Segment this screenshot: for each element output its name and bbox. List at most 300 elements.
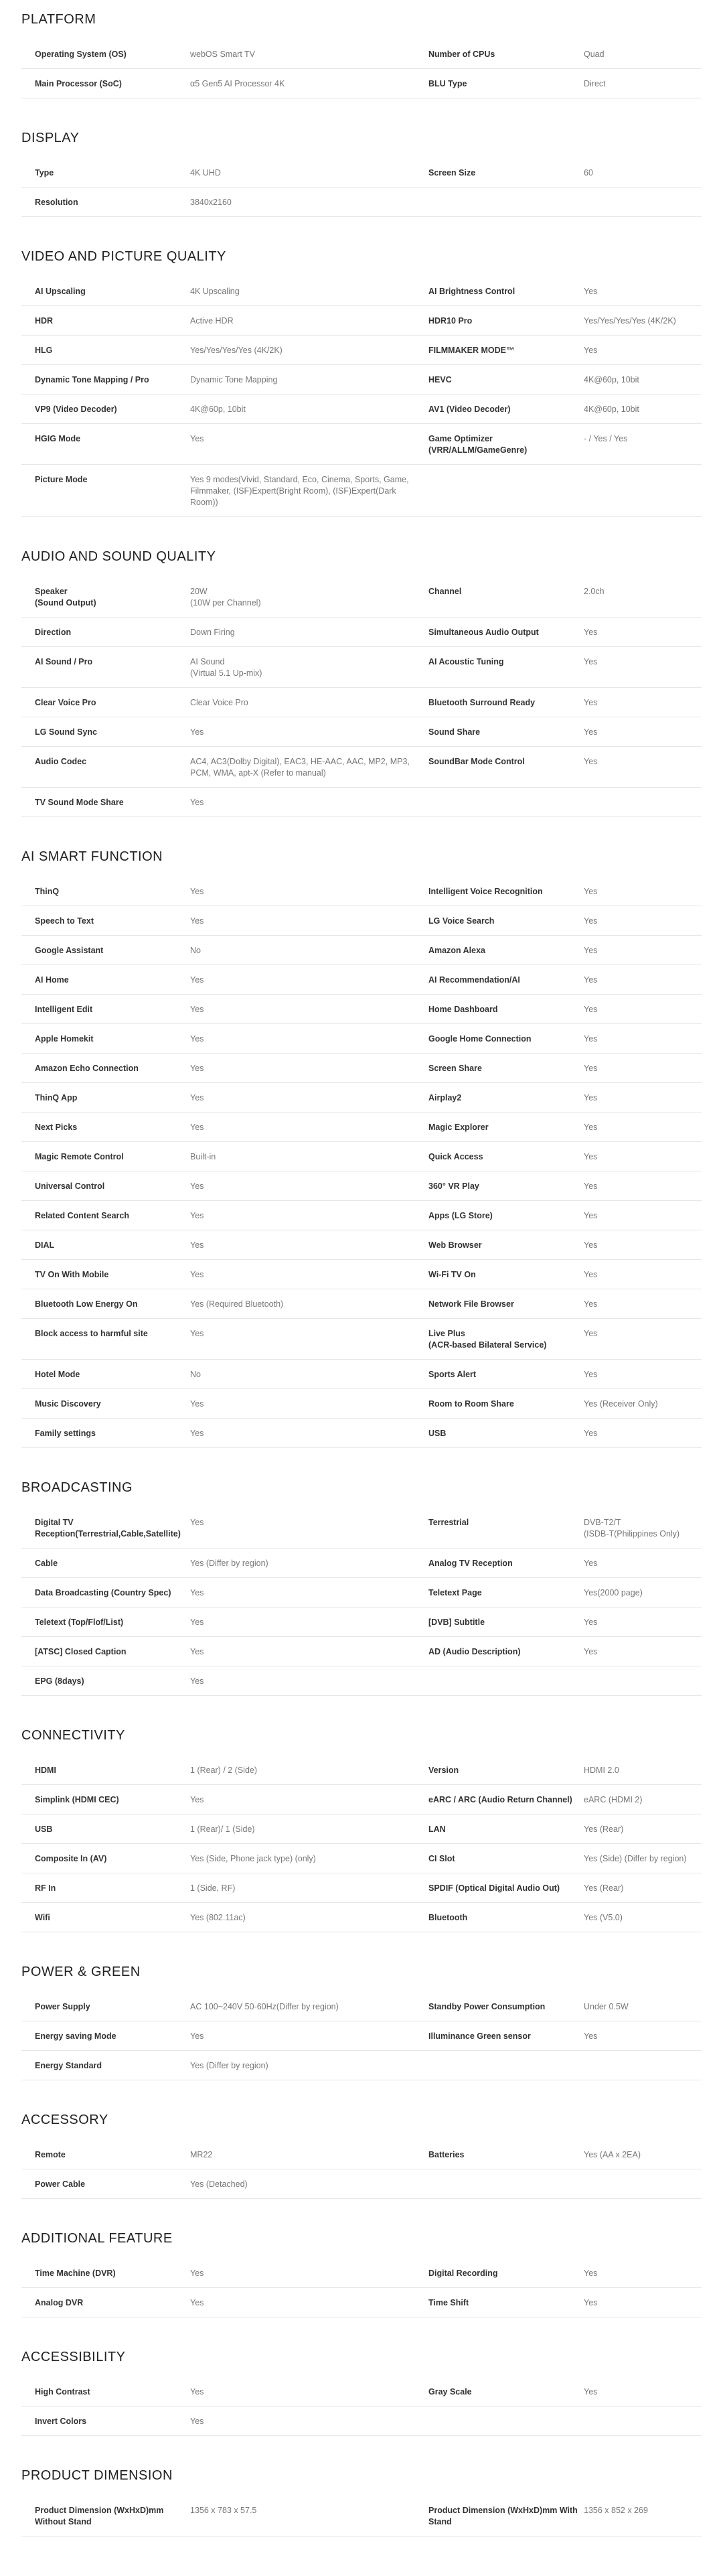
spec-value: Yes xyxy=(584,2031,598,2041)
spec-value: Yes xyxy=(584,287,598,296)
section-title: ACCESSIBILITY xyxy=(21,2350,126,2364)
spec-label: Channel xyxy=(428,587,462,596)
spec-label: Intelligent Edit xyxy=(35,1005,93,1014)
spec-section xyxy=(21,1728,702,1932)
section-title: POWER & GREEN xyxy=(21,1964,141,1979)
spec-label: Gray Scale xyxy=(428,2387,472,2396)
spec-label: Power Supply xyxy=(35,2002,90,2011)
spec-row xyxy=(21,1844,702,1873)
spec-value: Yes xyxy=(584,657,598,666)
spec-value: α5 Gen5 AI Processor 4K xyxy=(190,79,285,88)
spec-label: Quick Access xyxy=(428,1152,483,1161)
spec-row xyxy=(21,1508,702,1549)
spec-row xyxy=(21,1201,702,1230)
spec-row xyxy=(21,188,702,217)
spec-value: Yes (Detached) xyxy=(190,2179,248,2189)
spec-value: 4K@60p, 10bit xyxy=(190,405,246,414)
spec-value: Yes xyxy=(584,2298,598,2307)
spec-value: Yes xyxy=(190,1182,204,1191)
spec-row xyxy=(21,647,702,688)
spec-value: Yes 9 modes(Vivid, Standard, Eco, Cinema, Sports, Game, Filmmaker, (ISF)Expert(Bright Room), (ISF)Expert(Dark Room)) xyxy=(190,475,409,507)
spec-value: Yes xyxy=(190,1034,204,1044)
spec-value: Yes xyxy=(584,887,598,896)
spec-label: Sound Share xyxy=(428,727,481,737)
spec-value: AC 100~240V 50-60Hz(Differ by region) xyxy=(190,2002,339,2011)
spec-label: Bluetooth Low Energy On xyxy=(35,1299,138,1309)
spec-label: RF In xyxy=(35,1883,56,1893)
spec-value: Active HDR xyxy=(190,316,234,326)
spec-row xyxy=(21,1360,702,1389)
spec-label: SPDIF (Optical Digital Audio Out) xyxy=(428,1883,560,1893)
spec-row xyxy=(21,1083,702,1113)
spec-value: AI Sound (Virtual 5.1 Up-mix) xyxy=(190,657,262,678)
spec-value: Yes xyxy=(584,916,598,926)
spec-row xyxy=(21,1607,702,1637)
spec-label: Amazon Echo Connection xyxy=(35,1064,139,1073)
spec-label: Amazon Alexa xyxy=(428,946,485,955)
spec-row xyxy=(21,2259,702,2288)
spec-value: Yes xyxy=(190,887,204,896)
spec-value: Down Firing xyxy=(190,628,235,637)
spec-label: Digital Recording xyxy=(428,2269,498,2278)
spec-row xyxy=(21,1992,702,2021)
spec-value: Yes xyxy=(190,1064,204,1073)
spec-label: Main Processor (SoC) xyxy=(35,79,122,88)
spec-value: No xyxy=(190,946,201,955)
spec-row xyxy=(21,2496,702,2536)
spec-label: AV1 (Video Decoder) xyxy=(428,405,511,414)
spec-value: Yes xyxy=(190,916,204,926)
spec-label: Screen Size xyxy=(428,168,476,177)
spec-row xyxy=(21,906,702,936)
spec-label: Data Broadcasting (Country Spec) xyxy=(35,1588,171,1597)
spec-section xyxy=(21,1964,702,2080)
spec-label: ThinQ App xyxy=(35,1093,78,1102)
spec-label: Digital TV Reception(Terrestrial,Cable,Satellite) xyxy=(35,1518,181,1539)
spec-value: Yes xyxy=(584,727,598,737)
spec-section xyxy=(21,2231,702,2317)
section-title: VIDEO AND PICTURE QUALITY xyxy=(21,249,226,264)
spec-value: Yes (Differ by region) xyxy=(190,1559,268,1568)
spec-value: Yes xyxy=(190,2298,204,2307)
spec-value: Yes xyxy=(190,798,204,807)
spec-label: High Contrast xyxy=(35,2387,90,2396)
spec-value: Yes xyxy=(584,1034,598,1044)
spec-label: AI Acoustic Tuning xyxy=(428,657,504,666)
spec-value: Yes xyxy=(584,1270,598,1279)
spec-label: AI Sound / Pro xyxy=(35,657,93,666)
spec-value: Yes xyxy=(584,1618,598,1627)
spec-value: Built-in xyxy=(190,1152,216,1161)
spec-label: Airplay2 xyxy=(428,1093,462,1102)
spec-label: LG Voice Search xyxy=(428,916,495,926)
spec-label: Hotel Mode xyxy=(35,1370,80,1379)
spec-label: Energy Standard xyxy=(35,2061,102,2070)
section-title: AUDIO AND SOUND QUALITY xyxy=(21,549,216,564)
spec-value: 4K@60p, 10bit xyxy=(584,375,639,384)
spec-row xyxy=(21,365,702,395)
spec-label: Network File Browser xyxy=(428,1299,514,1309)
spec-label: Picture Mode xyxy=(35,475,88,484)
spec-row xyxy=(21,2288,702,2317)
spec-label: AI Upscaling xyxy=(35,287,86,296)
spec-label xyxy=(415,197,584,208)
spec-value: 4K Upscaling xyxy=(190,287,240,296)
spec-value xyxy=(584,197,702,208)
spec-label: TV On With Mobile xyxy=(35,1270,109,1279)
spec-value: 3840x2160 xyxy=(190,198,232,207)
spec-value: Yes xyxy=(190,1795,204,1804)
spec-value: Yes xyxy=(584,1429,598,1438)
spec-label: Sports Alert xyxy=(428,1370,477,1379)
spec-label: USB xyxy=(428,1429,447,1438)
spec-value: Yes xyxy=(190,975,204,985)
spec-value: Yes xyxy=(584,1329,598,1338)
spec-row xyxy=(21,158,702,188)
spec-value: Yes (Rear) xyxy=(584,1883,624,1893)
spec-label: Operating System (OS) xyxy=(35,50,127,59)
spec-section xyxy=(21,12,702,98)
spec-value xyxy=(584,1676,702,1687)
spec-label: HGIG Mode xyxy=(35,434,81,443)
spec-label: Related Content Search xyxy=(35,1211,130,1220)
spec-label: LAN xyxy=(428,1824,446,1834)
spec-row xyxy=(21,1289,702,1319)
spec-value: Direct xyxy=(584,79,606,88)
spec-value: HDMI 2.0 xyxy=(584,1766,619,1775)
spec-label: [DVB] Subtitle xyxy=(428,1618,485,1627)
spec-value: Yes xyxy=(584,1064,598,1073)
spec-value: Yes xyxy=(584,1005,598,1014)
spec-row xyxy=(21,40,702,69)
spec-label: Product Dimension (WxHxD)mm With Stand xyxy=(428,2506,578,2526)
spec-row xyxy=(21,965,702,995)
spec-row xyxy=(21,1637,702,1666)
spec-label: Illuminance Green sensor xyxy=(428,2031,531,2041)
spec-label: EPG (8days) xyxy=(35,1676,84,1686)
spec-value: Yes (AA x 2EA) xyxy=(584,2150,641,2159)
spec-label: Simultaneous Audio Output xyxy=(428,628,539,637)
spec-label: 360° VR Play xyxy=(428,1182,479,1191)
spec-label: SoundBar Mode Control xyxy=(428,757,525,766)
spec-section xyxy=(21,131,702,217)
spec-label: Home Dashboard xyxy=(428,1005,498,1014)
spec-value: 1 (Side, RF) xyxy=(190,1883,236,1893)
spec-value: Yes (Differ by region) xyxy=(190,2061,268,2070)
spec-value: DVB-T2/T (ISDB-T(Philippines Only) xyxy=(584,1518,680,1539)
spec-label: Apple Homekit xyxy=(35,1034,94,1044)
spec-value: eARC (HDMI 2) xyxy=(584,1795,643,1804)
spec-label: Wifi xyxy=(35,1913,50,1922)
spec-label: Terrestrial xyxy=(428,1518,469,1527)
spec-label: Wi-Fi TV On xyxy=(428,1270,476,1279)
spec-row xyxy=(21,1389,702,1419)
spec-label: Family settings xyxy=(35,1429,96,1438)
spec-label: AD (Audio Description) xyxy=(428,1647,521,1656)
spec-label: Magic Explorer xyxy=(428,1123,489,1132)
spec-value: Yes xyxy=(584,757,598,766)
spec-row xyxy=(21,2407,702,2436)
spec-label: Universal Control xyxy=(35,1182,105,1191)
spec-label: Power Cable xyxy=(35,2179,86,2189)
spec-value: Yes xyxy=(190,1429,204,1438)
spec-value: MR22 xyxy=(190,2150,213,2159)
spec-row xyxy=(21,2140,702,2169)
spec-value: 1356 x 783 x 57.5 xyxy=(190,2506,257,2515)
spec-value: No xyxy=(190,1370,201,1379)
spec-label: Version xyxy=(428,1766,459,1775)
spec-value: 60 xyxy=(584,168,593,177)
spec-value: Yes (V5.0) xyxy=(584,1913,623,1922)
spec-label: ThinQ xyxy=(35,887,60,896)
spec-row xyxy=(21,1814,702,1844)
spec-label xyxy=(415,2416,584,2427)
spec-label: Number of CPUs xyxy=(428,50,495,59)
spec-label: Cable xyxy=(35,1559,58,1568)
spec-label: Composite In (AV) xyxy=(35,1854,107,1863)
spec-value: Yes xyxy=(584,1182,598,1191)
spec-row xyxy=(21,2169,702,2199)
spec-label: HDR xyxy=(35,316,54,326)
spec-row xyxy=(21,688,702,717)
spec-row xyxy=(21,1756,702,1785)
section-title: PLATFORM xyxy=(21,12,96,27)
spec-value: Yes xyxy=(584,346,598,355)
spec-row xyxy=(21,1578,702,1607)
spec-value: Yes xyxy=(190,2269,204,2278)
spec-row xyxy=(21,1666,702,1696)
spec-row xyxy=(21,1171,702,1201)
spec-row xyxy=(21,277,702,306)
spec-value: Yes xyxy=(190,1518,204,1527)
spec-label: Simplink (HDMI CEC) xyxy=(35,1795,119,1804)
spec-value: Yes xyxy=(190,1676,204,1686)
spec-label: AI Recommendation/AI xyxy=(428,975,520,985)
spec-row xyxy=(21,336,702,365)
spec-value: Yes xyxy=(584,1211,598,1220)
spec-section xyxy=(21,849,702,1448)
section-title: CONNECTIVITY xyxy=(21,1728,125,1743)
spec-label: VP9 (Video Decoder) xyxy=(35,405,117,414)
spec-value: Yes xyxy=(190,1618,204,1627)
spec-label: Web Browser xyxy=(428,1240,482,1250)
spec-label xyxy=(415,2060,584,2072)
spec-value: Yes xyxy=(190,1240,204,1250)
spec-label: Teletext Page xyxy=(428,1588,482,1597)
spec-row xyxy=(21,2021,702,2051)
spec-label: Type xyxy=(35,168,54,177)
spec-section xyxy=(21,2468,702,2536)
spec-value: 1356 x 852 x 269 xyxy=(584,2506,648,2515)
spec-label: HDMI xyxy=(35,1766,56,1775)
spec-value xyxy=(584,2060,702,2072)
spec-value xyxy=(584,2416,702,2427)
spec-label: Google Home Connection xyxy=(428,1034,532,1044)
spec-label: Music Discovery xyxy=(35,1399,101,1409)
spec-row xyxy=(21,1785,702,1814)
spec-label: Speaker (Sound Output) xyxy=(35,587,96,607)
spec-label: Resolution xyxy=(35,198,78,207)
spec-value: 1 (Rear)/ 1 (Side) xyxy=(190,1824,255,1834)
spec-value: Yes xyxy=(190,434,204,443)
spec-row xyxy=(21,306,702,336)
spec-label: Invert Colors xyxy=(35,2417,87,2426)
section-title: ADDITIONAL FEATURE xyxy=(21,2231,173,2246)
spec-row xyxy=(21,1319,702,1360)
spec-value: Yes xyxy=(584,1559,598,1568)
spec-value xyxy=(584,797,702,808)
spec-value: 1 (Rear) / 2 (Side) xyxy=(190,1766,258,1775)
spec-label xyxy=(415,797,584,808)
spec-label: Dynamic Tone Mapping / Pro xyxy=(35,375,149,384)
spec-row xyxy=(21,2051,702,2080)
spec-label: Magic Remote Control xyxy=(35,1152,124,1161)
spec-label: [ATSC] Closed Caption xyxy=(35,1647,127,1656)
spec-label: CI Slot xyxy=(428,1854,455,1863)
spec-value: Yes xyxy=(584,1647,598,1656)
spec-value: Yes (Rear) xyxy=(584,1824,624,1834)
spec-label: FILMMAKER MODE™ xyxy=(428,346,515,355)
spec-section xyxy=(21,549,702,817)
spec-value: Yes (Side) (Differ by region) xyxy=(584,1854,687,1863)
spec-row xyxy=(21,1549,702,1578)
spec-label: Standby Power Consumption xyxy=(428,2002,546,2011)
spec-value: Yes xyxy=(190,1005,204,1014)
spec-label: eARC / ARC (Audio Return Channel) xyxy=(428,1795,572,1804)
spec-value: 20W (10W per Channel) xyxy=(190,587,261,607)
spec-value: 4K@60p, 10bit xyxy=(584,405,639,414)
spec-label: Bluetooth xyxy=(428,1913,468,1922)
spec-value: Yes xyxy=(190,1647,204,1656)
spec-value: Yes (802.11ac) xyxy=(190,1913,246,1922)
spec-label: Room to Room Share xyxy=(428,1399,514,1409)
spec-value: Yes xyxy=(190,1588,204,1597)
spec-value: Yes xyxy=(190,1270,204,1279)
spec-value: Yes (Required Bluetooth) xyxy=(190,1299,284,1309)
spec-label: LG Sound Sync xyxy=(35,727,98,737)
spec-label: Audio Codec xyxy=(35,757,87,766)
spec-value: AC4, AC3(Dolby Digital), EAC3, HE-AAC, AAC, MP2, MP3, PCM, WMA, apt-X (Refer to manual) xyxy=(190,757,410,778)
spec-label xyxy=(415,2179,584,2190)
spec-label: Analog DVR xyxy=(35,2298,84,2307)
spec-value: webOS Smart TV xyxy=(190,50,256,59)
spec-label: HLG xyxy=(35,346,53,355)
spec-label: Time Shift xyxy=(428,2298,469,2307)
spec-label: Apps (LG Store) xyxy=(428,1211,493,1220)
section-title: BROADCASTING xyxy=(21,1480,133,1495)
spec-value: Yes xyxy=(190,1093,204,1102)
spec-row xyxy=(21,717,702,747)
spec-row xyxy=(21,936,702,965)
spec-value: Yes xyxy=(190,1399,204,1409)
spec-value: Yes xyxy=(584,698,598,707)
spec-label: Live Plus (ACR-based Bilateral Service) xyxy=(428,1329,547,1350)
spec-label: Time Machine (DVR) xyxy=(35,2269,116,2278)
spec-row xyxy=(21,618,702,647)
section-title: DISPLAY xyxy=(21,131,80,145)
spec-label: Analog TV Reception xyxy=(428,1559,513,1568)
spec-label: BLU Type xyxy=(428,79,467,88)
spec-value: Yes xyxy=(190,1329,204,1338)
section-title: AI SMART FUNCTION xyxy=(21,849,163,864)
spec-value: Quad xyxy=(584,50,605,59)
spec-value: Yes xyxy=(584,1299,598,1309)
spec-value: Yes xyxy=(190,1211,204,1220)
spec-row xyxy=(21,747,702,788)
spec-section xyxy=(21,1480,702,1696)
spec-value: - / Yes / Yes xyxy=(584,434,628,443)
spec-value: Yes xyxy=(190,2387,204,2396)
spec-row xyxy=(21,1054,702,1083)
spec-label: Speech to Text xyxy=(35,916,94,926)
spec-label: Next Picks xyxy=(35,1123,78,1132)
spec-row xyxy=(21,1113,702,1142)
spec-row xyxy=(21,69,702,98)
spec-value: Clear Voice Pro xyxy=(190,698,248,707)
spec-label: HDR10 Pro xyxy=(428,316,473,326)
spec-value: Yes xyxy=(584,946,598,955)
spec-label: DIAL xyxy=(35,1240,55,1250)
spec-label: HEVC xyxy=(428,375,452,384)
spec-row xyxy=(21,1873,702,1903)
spec-value xyxy=(584,474,702,508)
spec-label xyxy=(415,474,584,508)
spec-value: Yes xyxy=(584,1123,598,1132)
spec-row xyxy=(21,1419,702,1448)
spec-value xyxy=(584,2179,702,2190)
spec-value: Yes (Receiver Only) xyxy=(584,1399,658,1409)
spec-label: Game Optimizer (VRR/ALLM/GameGenre) xyxy=(428,434,528,455)
spec-value: Yes xyxy=(584,975,598,985)
spec-value: Yes xyxy=(584,1370,598,1379)
spec-label: Screen Share xyxy=(428,1064,482,1073)
spec-label: Google Assistant xyxy=(35,946,104,955)
spec-row xyxy=(21,1142,702,1171)
spec-row xyxy=(21,788,702,817)
spec-section xyxy=(21,2350,702,2436)
spec-row xyxy=(21,395,702,424)
spec-value: Yes xyxy=(584,628,598,637)
spec-value: Yes (Side, Phone jack type) (only) xyxy=(190,1854,316,1863)
section-title: PRODUCT DIMENSION xyxy=(21,2468,173,2483)
spec-row xyxy=(21,1260,702,1289)
spec-label: Remote xyxy=(35,2150,66,2159)
spec-value: Yes xyxy=(190,2031,204,2041)
spec-label: Block access to harmful site xyxy=(35,1329,148,1338)
spec-value: Yes xyxy=(584,1240,598,1250)
spec-label: Clear Voice Pro xyxy=(35,698,96,707)
spec-label: TV Sound Mode Share xyxy=(35,798,124,807)
spec-row xyxy=(21,577,702,618)
spec-value: Yes xyxy=(190,727,204,737)
spec-row xyxy=(21,877,702,906)
spec-row xyxy=(21,465,702,517)
spec-row xyxy=(21,1903,702,1932)
spec-value: Under 0.5W xyxy=(584,2002,629,2011)
spec-row xyxy=(21,424,702,465)
spec-value: Yes xyxy=(190,2417,204,2426)
spec-value: Yes xyxy=(584,1093,598,1102)
spec-section xyxy=(21,249,702,517)
spec-section xyxy=(21,2113,702,2199)
spec-value: Yes xyxy=(584,2269,598,2278)
spec-value: Yes xyxy=(190,1123,204,1132)
spec-label: Intelligent Voice Recognition xyxy=(428,887,543,896)
spec-value: Yes xyxy=(584,2387,598,2396)
spec-value: Dynamic Tone Mapping xyxy=(190,375,278,384)
spec-label: AI Brightness Control xyxy=(428,287,515,296)
spec-label: Bluetooth Surround Ready xyxy=(428,698,536,707)
